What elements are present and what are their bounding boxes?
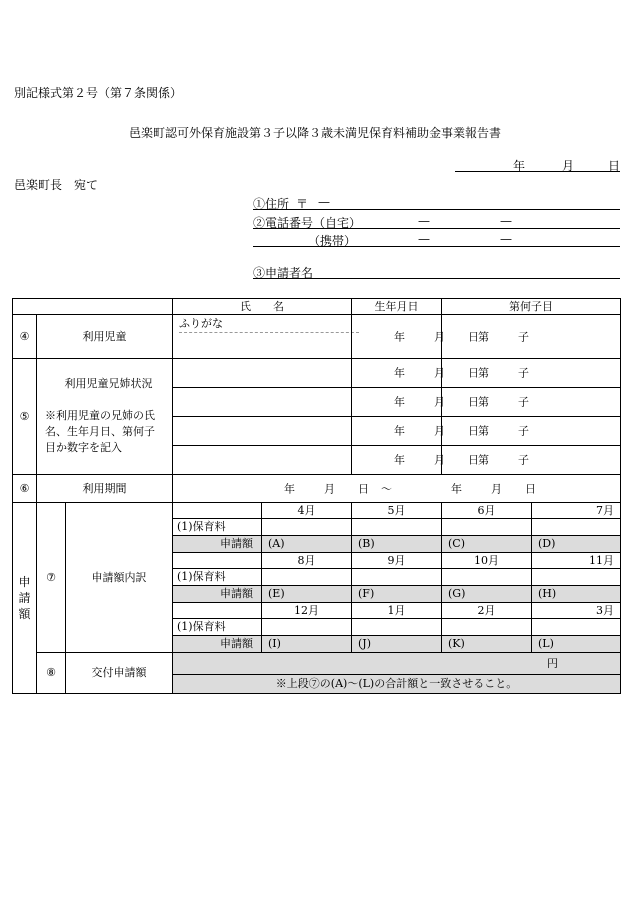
month-header-blank	[173, 553, 262, 569]
table-header-row	[13, 299, 621, 315]
ymd-year: 年	[394, 453, 406, 467]
row8-label: 交付申請額	[66, 653, 173, 694]
period-start-year: 年	[284, 481, 296, 495]
amount-cell[interactable]: (A)	[262, 536, 352, 553]
order-prefix: 第	[478, 424, 490, 438]
header-order: 第何子目	[442, 299, 621, 315]
fee-label: (1)保育料	[173, 519, 262, 536]
fee-label: (1)保育料	[173, 619, 262, 636]
ymd-year: 年	[394, 329, 406, 343]
sibling-name-1[interactable]	[173, 359, 352, 388]
date-underline	[455, 171, 620, 172]
fee-cell[interactable]	[262, 519, 352, 536]
ymd-day: 日	[468, 395, 480, 409]
order-prefix: 第	[478, 453, 490, 467]
apply-vertical-char-3: 額	[18, 607, 31, 622]
phone-label: ②電話番号（自宅）	[253, 216, 362, 230]
mobile-field[interactable]	[253, 246, 620, 247]
row4-furigana: ふりがな	[179, 317, 359, 333]
grant-amount-field[interactable]	[173, 653, 621, 675]
ymd-day: 日	[468, 453, 480, 467]
row4-label: 利用児童	[37, 315, 173, 359]
fee-cell[interactable]	[262, 569, 352, 586]
period-end-year: 年	[451, 481, 463, 495]
month-header: 2月	[442, 603, 532, 619]
month-header: 8月	[262, 553, 352, 569]
row-target-child	[13, 315, 621, 359]
amount-cell[interactable]: (C)	[442, 536, 532, 553]
row5-label-cell	[37, 359, 173, 475]
sibling-birth-4[interactable]	[352, 446, 480, 475]
order-suffix: 子	[518, 329, 530, 343]
amount-cell[interactable]: (F)	[352, 586, 442, 603]
row7-number: ⑦	[37, 503, 66, 653]
phone-field[interactable]	[253, 228, 620, 229]
sibling-name-4[interactable]	[173, 446, 352, 475]
ymd-month: 月	[434, 453, 446, 467]
fee-cell[interactable]	[442, 569, 532, 586]
month-header: 7月	[532, 503, 621, 519]
row7-label: 申請額内訳	[66, 503, 173, 653]
months-row-1	[13, 503, 621, 519]
row4-number: ④	[13, 315, 37, 359]
month-header: 10月	[442, 553, 532, 569]
order-suffix: 子	[518, 395, 530, 409]
header-birth: 生年月日	[352, 299, 442, 315]
amount-cell[interactable]: (L)	[532, 636, 621, 653]
address-label: ①住所	[253, 197, 290, 211]
order-suffix: 子	[518, 424, 530, 438]
row6-number: ⑥	[13, 475, 37, 503]
month-header: 3月	[532, 603, 621, 619]
mobile-dash-2: —	[500, 232, 512, 246]
row5-number: ⑤	[13, 359, 37, 475]
amount-cell[interactable]: (H)	[532, 586, 621, 603]
amount-cell[interactable]: (J)	[352, 636, 442, 653]
amount-label: 申請額	[173, 636, 262, 653]
mobile-dash-1: —	[418, 232, 430, 246]
phone-dash-2: —	[500, 214, 512, 228]
row5-note-line1: ※利用児童の兄姉の氏	[45, 409, 155, 423]
amount-cell[interactable]: (I)	[262, 636, 352, 653]
fee-cell[interactable]	[352, 619, 442, 636]
phone-dash-1: —	[418, 214, 430, 228]
amount-label: 申請額	[173, 536, 262, 553]
amount-cell[interactable]: (E)	[262, 586, 352, 603]
order-prefix: 第	[478, 366, 490, 380]
order-prefix: 第	[478, 395, 490, 409]
row8-number: ⑧	[37, 653, 66, 694]
applicant-name-label: ③申請者名	[253, 266, 314, 280]
fee-cell[interactable]	[532, 569, 621, 586]
amount-label: 申請額	[173, 586, 262, 603]
row5-label: 利用児童兄姉状況	[64, 377, 153, 390]
period-start-month: 月	[324, 481, 336, 495]
sibling-birth-2[interactable]	[352, 388, 480, 417]
ymd-year: 年	[394, 395, 406, 409]
fee-cell[interactable]	[352, 519, 442, 536]
order-suffix: 子	[518, 453, 530, 467]
amount-cell[interactable]: (K)	[442, 636, 532, 653]
fee-cell[interactable]	[442, 519, 532, 536]
period-end-month: 月	[491, 481, 503, 495]
amount-cell[interactable]: (G)	[442, 586, 532, 603]
usage-period-field[interactable]	[173, 475, 621, 503]
fee-cell[interactable]	[352, 569, 442, 586]
sibling-name-3[interactable]	[173, 417, 352, 446]
row-grant-amount	[13, 653, 621, 675]
amount-cell[interactable]: (B)	[352, 536, 442, 553]
month-header: 4月	[262, 503, 352, 519]
amount-cell[interactable]: (D)	[532, 536, 621, 553]
fee-cell[interactable]	[532, 519, 621, 536]
applicant-name-field[interactable]	[253, 278, 620, 279]
sibling-birth-1[interactable]	[352, 359, 480, 388]
sibling-name-2[interactable]	[173, 388, 352, 417]
grant-note: ※上段⑦の(A)〜(L)の合計額と一致させること。	[173, 675, 621, 694]
postal-dash: —	[318, 195, 330, 209]
period-end-day: 日	[525, 481, 537, 495]
ymd-year: 年	[394, 366, 406, 380]
row-sibling-1	[13, 359, 621, 388]
report-table	[12, 298, 621, 694]
header-blank	[13, 299, 173, 315]
month-header: 1月	[352, 603, 442, 619]
order-suffix: 子	[518, 366, 530, 380]
date-day-label: 日	[608, 159, 621, 173]
page-title: 邑楽町認可外保育施設第３子以降３歳未満児保育料補助金事業報告書	[128, 126, 501, 140]
addressee: 邑楽町長 宛て	[14, 178, 99, 192]
sibling-birth-3[interactable]	[352, 417, 480, 446]
ymd-month: 月	[434, 424, 446, 438]
apply-vertical-char-1: 申	[18, 574, 31, 589]
period-tilde: 〜	[381, 481, 393, 495]
ymd-month: 月	[434, 366, 446, 380]
ymd-day: 日	[468, 366, 480, 380]
ymd-month: 月	[434, 395, 446, 409]
ymd-day: 日	[468, 424, 480, 438]
month-header: 6月	[442, 503, 532, 519]
month-header: 9月	[352, 553, 442, 569]
row5-note-line2: 名、生年月日、第何子	[45, 425, 155, 439]
month-header-blank	[173, 603, 262, 619]
order-prefix: 第	[478, 329, 490, 343]
row4-name-cell[interactable]	[173, 315, 352, 359]
ymd-month: 月	[434, 329, 446, 343]
row4-birthdate[interactable]	[352, 315, 480, 359]
mobile-label: （携帯）	[308, 234, 357, 248]
form-number: 別記様式第２号（第７条関係）	[14, 86, 183, 100]
ymd-year: 年	[394, 424, 406, 438]
yen-label: 円	[547, 656, 559, 670]
month-header-blank	[173, 503, 262, 519]
header-name: 氏 名	[173, 299, 352, 315]
ymd-day: 日	[468, 329, 480, 343]
postal-mark: 〒	[296, 197, 309, 211]
row-usage-period	[13, 475, 621, 503]
row5-note-line3: 目か数字を記入	[45, 441, 122, 455]
address-field[interactable]	[253, 209, 620, 210]
fee-cell[interactable]	[532, 619, 621, 636]
apply-vertical-label	[13, 503, 37, 694]
fee-cell[interactable]	[262, 619, 352, 636]
month-header: 5月	[352, 503, 442, 519]
period-start-day: 日	[358, 481, 370, 495]
date-month-label: 月	[562, 159, 575, 173]
apply-vertical-char-2: 請	[18, 590, 31, 605]
row5-note	[45, 408, 172, 456]
month-header: 11月	[532, 553, 621, 569]
row6-label: 利用期間	[37, 475, 173, 503]
fee-label: (1)保育料	[173, 569, 262, 586]
fee-cell[interactable]	[442, 619, 532, 636]
date-year-label: 年	[513, 159, 526, 173]
month-header: 12月	[262, 603, 352, 619]
